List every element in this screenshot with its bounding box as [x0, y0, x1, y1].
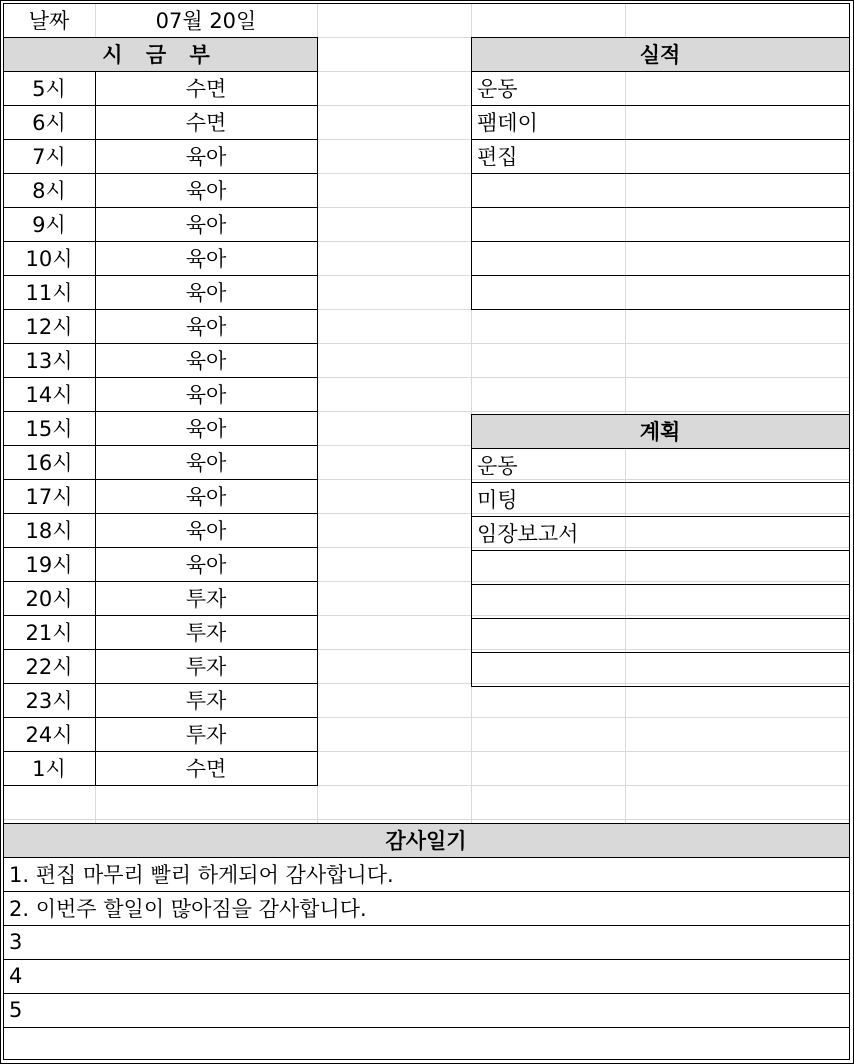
schedule-activity[interactable]: 육아 [185, 553, 227, 577]
schedule-hour[interactable]: 6시 [32, 111, 66, 135]
gratitude-item[interactable]: 1. 편집 마무리 빨리 하게되어 감사합니다. [9, 863, 394, 887]
schedule-activity[interactable]: 육아 [185, 349, 227, 373]
schedule-hour[interactable]: 14시 [25, 383, 73, 407]
results-item[interactable]: 팸데이 [477, 111, 538, 135]
schedule-hour[interactable]: 9시 [32, 213, 66, 237]
schedule-hour[interactable]: 11시 [25, 281, 73, 305]
schedule-activity[interactable]: 육아 [185, 213, 227, 237]
results-item[interactable] [471, 241, 849, 275]
schedule-activity[interactable]: 수면 [185, 757, 227, 781]
schedule-activity[interactable]: 투자 [185, 723, 227, 747]
schedule-hour[interactable]: 21시 [25, 621, 73, 645]
schedule-hour[interactable]: 23시 [25, 689, 73, 713]
schedule-hour[interactable]: 24시 [25, 723, 73, 747]
schedule-activity[interactable]: 육아 [185, 519, 227, 543]
schedule-hour[interactable]: 13시 [25, 349, 73, 373]
results-title[interactable]: 실적 [639, 43, 681, 67]
schedule-activity[interactable]: 육아 [185, 247, 227, 271]
schedule-hour[interactable]: 16시 [25, 451, 73, 475]
plans-item[interactable]: 운동 [477, 454, 518, 478]
schedule-activity[interactable]: 투자 [185, 655, 227, 679]
schedule-hour[interactable]: 19시 [25, 553, 73, 577]
results-item[interactable] [471, 207, 849, 241]
date-value[interactable]: 07월 20일 [155, 9, 257, 33]
schedule-activity[interactable]: 육아 [185, 145, 227, 169]
schedule-activity[interactable]: 육아 [185, 485, 227, 509]
schedule-activity[interactable]: 육아 [185, 383, 227, 407]
gratitude-item[interactable]: 2. 이번주 할일이 많아짐을 감사합니다. [9, 897, 367, 921]
results-item[interactable] [471, 173, 849, 207]
schedule-activity[interactable]: 육아 [185, 281, 227, 305]
plans-item[interactable] [471, 618, 849, 652]
results-item[interactable]: 운동 [477, 77, 518, 101]
schedule-activity[interactable]: 육아 [185, 315, 227, 339]
gratitude-item[interactable]: 5 [9, 998, 23, 1022]
schedule-hour[interactable]: 18시 [25, 519, 73, 543]
schedule-hour[interactable]: 5시 [32, 77, 66, 101]
schedule-hour[interactable]: 8시 [32, 179, 66, 203]
schedule-activity[interactable]: 육아 [185, 417, 227, 441]
plans-item[interactable] [471, 652, 849, 686]
schedule-hour[interactable]: 12시 [25, 315, 73, 339]
schedule-activity[interactable]: 수면 [185, 77, 227, 101]
schedule-hour[interactable]: 20시 [25, 587, 73, 611]
results-item[interactable] [471, 275, 849, 309]
schedule-activity[interactable]: 육아 [185, 451, 227, 475]
schedule-hour[interactable]: 15시 [25, 417, 73, 441]
schedule-activity[interactable]: 투자 [185, 689, 227, 713]
gratitude-title[interactable]: 감사일기 [385, 829, 467, 853]
plans-item[interactable]: 미팅 [477, 488, 518, 512]
date-label[interactable]: 날짜 [28, 9, 70, 33]
schedule-hour[interactable]: 7시 [32, 145, 66, 169]
schedule-activity[interactable]: 육아 [185, 179, 227, 203]
plans-item[interactable] [471, 550, 849, 584]
plans-item[interactable]: 임장보고서 [477, 522, 579, 546]
schedule-hour[interactable]: 22시 [25, 655, 73, 679]
results-item[interactable]: 편집 [477, 145, 518, 169]
schedule-hour[interactable]: 10시 [25, 247, 73, 271]
plans-item[interactable] [471, 584, 849, 618]
plans-title[interactable]: 계획 [639, 420, 681, 444]
gratitude-item[interactable]: 3 [9, 930, 23, 954]
schedule-hour[interactable]: 1시 [32, 757, 66, 781]
schedule-title[interactable]: 시 금 부 [102, 43, 218, 67]
schedule-activity[interactable]: 수면 [185, 111, 227, 135]
schedule-activity[interactable]: 투자 [185, 587, 227, 611]
schedule-activity[interactable]: 투자 [185, 621, 227, 645]
gratitude-item[interactable] [3, 1027, 849, 1061]
schedule-hour[interactable]: 17시 [25, 485, 73, 509]
gratitude-item[interactable]: 4 [9, 964, 23, 988]
